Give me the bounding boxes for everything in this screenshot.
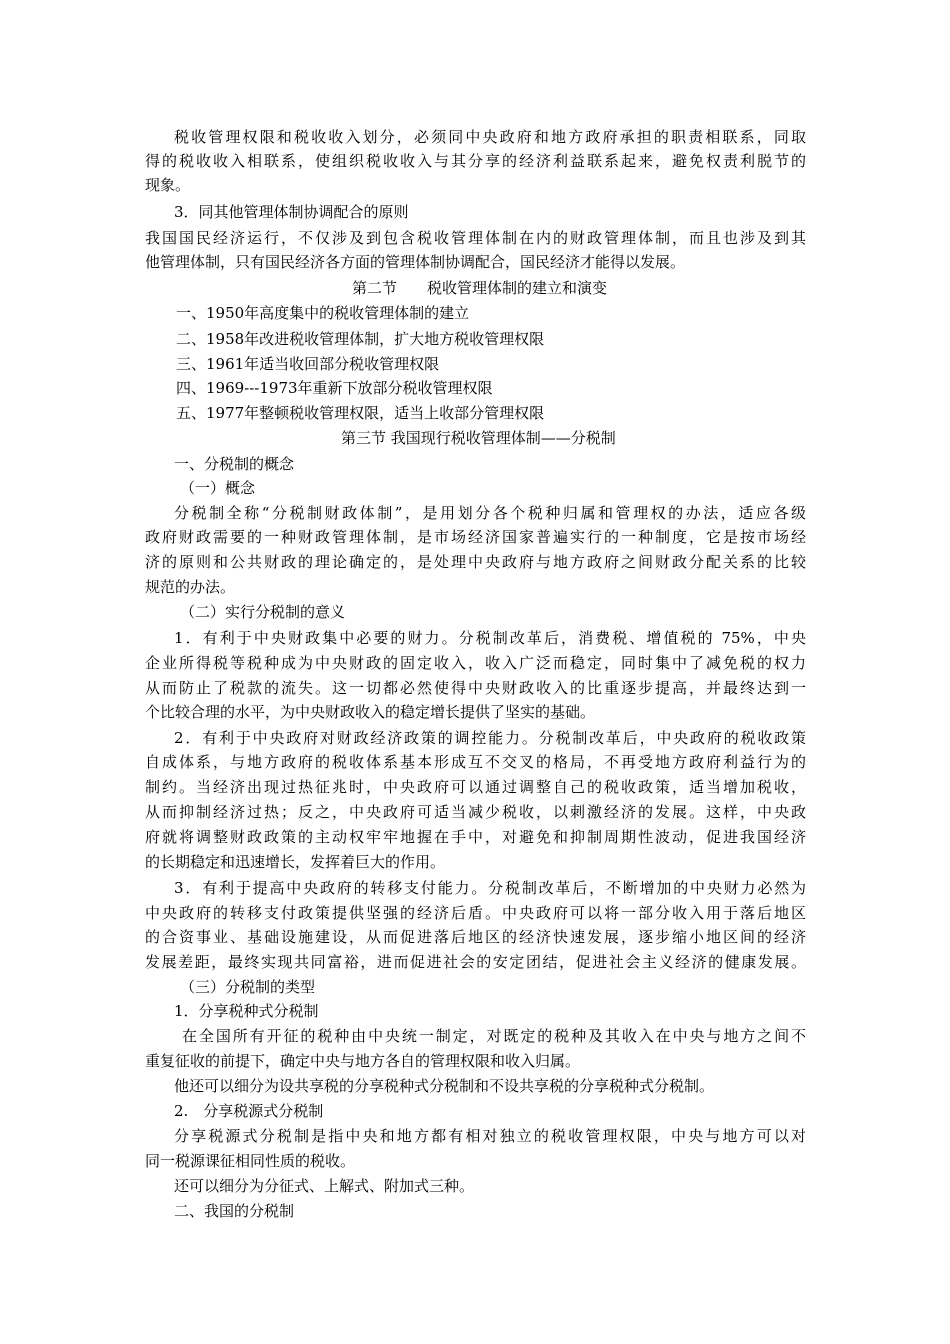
paragraph-line: 3．有利于提高中央政府的转移支付能力。分税制改革后，不断增加的中央财力必然为 — [174, 879, 806, 897]
paragraph-line: 分享税源式分税制是指中央和地方都有相对独立的税收管理权限，中央与地方可以对 — [174, 1127, 806, 1145]
paragraph-line: 得的税收收入相联系，使组织税收收入与其分享的经济利益联系起来，避免权责利脱节的 — [145, 152, 806, 170]
paragraph-line: 的长期稳定和迅速增长，发挥着巨大的作用。 — [145, 853, 446, 871]
paragraph-line: 重复征收的前提下，确定中央与地方各自的管理权限和收入归属。 — [145, 1052, 581, 1070]
list-item: 三、1961年适当收回部分税收管理权限 — [176, 355, 440, 373]
sub-heading: （一）概念 — [180, 479, 256, 497]
list-item: 二、1958年改进税收管理体制，扩大地方税收管理权限 — [176, 330, 545, 348]
paragraph-line: 1．有利于中央财政集中必要的财力。分税制改革后，消费税、增值税的 75%，中央 — [174, 629, 806, 647]
paragraph-line: 企业所得税等税种成为中央财政的固定收入，收入广泛而稳定，同时集中了减免税的权力 — [145, 654, 806, 672]
paragraph-line: 制约。当经济出现过热征兆时，中央政府可以通过调整自己的税收政策，适当增加税收， — [145, 778, 806, 796]
paragraph-line: 同一税源课征相同性质的税收。 — [145, 1152, 356, 1170]
paragraph-line: 分税制全称“分税制财政体制”，是用划分各个税种归属和管理权的办法，适应各级 — [174, 504, 806, 522]
paragraph-line: 在全国所有开征的税种由中央统一制定，对既定的税种及其收入在中央与地方之间不 — [182, 1027, 806, 1045]
section-heading: 3．同其他管理体制协调配合的原则 — [174, 203, 409, 221]
paragraph-line: 从而防止了税款的流失。这一切都必然使得中央财政收入的比重逐步提高，并最终达到一 — [145, 679, 806, 697]
chapter-heading: 第二节 税收管理体制的建立和演变 — [352, 279, 608, 297]
list-item: 五、1977年整顿税收管理权限，适当上收部分管理权限 — [176, 404, 545, 422]
paragraph-line: 税收管理权限和税收收入划分，必须同中央政府和地方政府承担的职责相联系，同取 — [174, 128, 806, 146]
paragraph-line: 从而抑制经济过热；反之，中央政府可适当减少税收，以刺激经济的发展。这样，中央政 — [145, 803, 806, 821]
sub-heading: （三）分税制的类型 — [180, 978, 316, 996]
paragraph-line: 他管理体制，只有国民经济各方面的管理体制协调配合，国民经济才能得以发展。 — [145, 253, 686, 271]
paragraph-line: 自成体系，与地方政府的税收体系基本形成互不交叉的格局，不再受地方政府利益行为的 — [145, 753, 806, 771]
list-item: 一、1950年高度集中的税收管理体制的建立 — [176, 304, 470, 322]
paragraph-line: 我国国民经济运行，不仅涉及到包含税收管理体制在内的财政管理体制，而且也涉及到其 — [145, 229, 806, 247]
section-heading: 二、我国的分税制 — [174, 1202, 295, 1220]
section-heading: 2. 分享税源式分税制 — [174, 1102, 324, 1120]
paragraph-line: 中央政府的转移支付政策提供坚强的经济后盾。中央政府可以将一部分收入用于落后地区 — [145, 904, 806, 922]
paragraph-line: 政府财政需要的一种财政管理体制，是市场经济国家普遍实行的一种制度，它是按市场经 — [145, 528, 806, 546]
paragraph-line: 济的原则和公共财政的理论确定的，是处理中央政府与地方政府之间财政分配关系的比较 — [145, 553, 806, 571]
list-item: 四、1969---1973年重新下放部分税收管理权限 — [176, 379, 493, 397]
paragraph-line: 发展差距，最终实现共同富裕，进而促进社会的安定团结，促进社会主义经济的健康发展。 — [145, 953, 806, 971]
paragraph-line: 规范的办法。 — [145, 578, 236, 596]
paragraph-line: 他还可以细分为设共享税的分享税种式分税制和不设共享税的分享税种式分税制。 — [174, 1077, 715, 1095]
paragraph-line: 个比较合理的水平，为中央财政收入的稳定增长提供了坚实的基础。 — [145, 703, 596, 721]
section-heading: 一、分税制的概念 — [174, 455, 295, 473]
paragraph-line: 府就将调整财政政策的主动权牢牢地握在手中，对避免和抑制周期性波动，促进我国经济 — [145, 828, 806, 846]
section-heading: 1．分享税种式分税制 — [174, 1002, 319, 1020]
paragraph-line: 的合资事业、基础设施建设，从而促进落后地区的经济快速发展，逐步缩小地区间的经济 — [145, 928, 806, 946]
paragraph-line: 2．有利于中央政府对财政经济政策的调控能力。分税制改革后，中央政府的税收政策 — [174, 729, 806, 747]
chapter-heading: 第三节 我国现行税收管理体制——分税制 — [341, 429, 616, 447]
sub-heading: （二）实行分税制的意义 — [180, 603, 346, 621]
paragraph-line: 现象。 — [145, 176, 191, 194]
paragraph-line: 还可以细分为分征式、上解式、附加式三种。 — [174, 1177, 475, 1195]
